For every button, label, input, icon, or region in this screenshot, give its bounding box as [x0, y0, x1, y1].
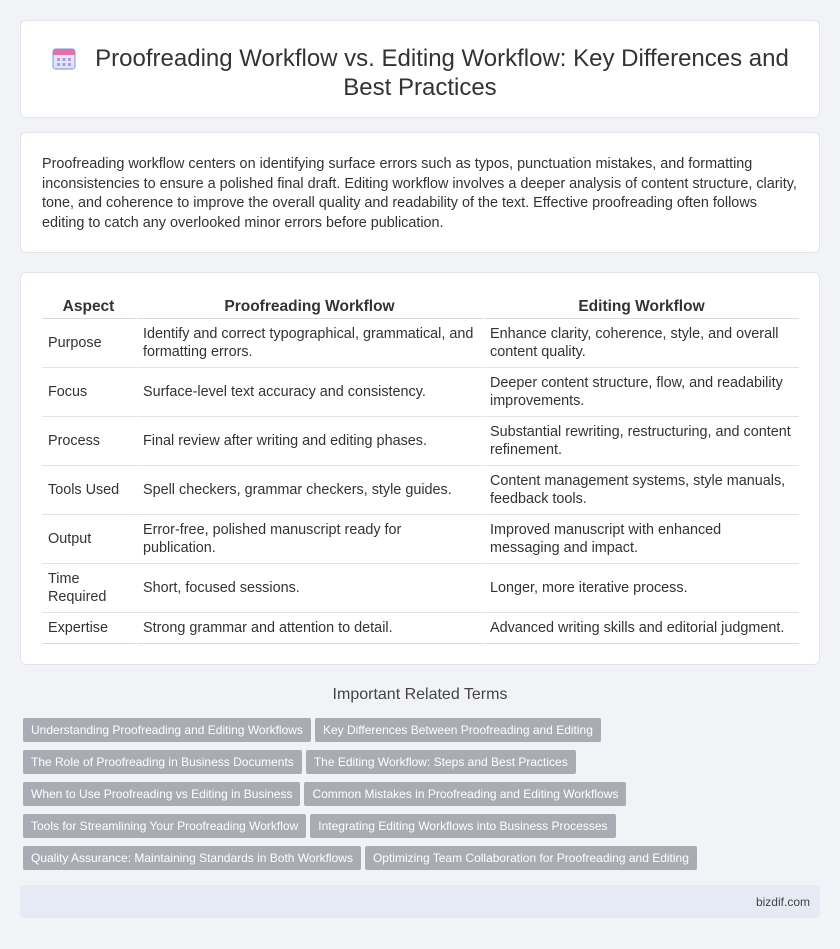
table-row: [42, 368, 799, 417]
related-tag-link[interactable]: Quality Assurance: Maintaining Standards in Both Workflows: [23, 846, 361, 870]
table-row: [42, 564, 799, 613]
related-tag-link[interactable]: Integrating Editing Workflows into Business Processes: [310, 814, 615, 838]
cell-proofreading: Final review after writing and editing phases.: [137, 417, 484, 466]
cell-editing: Longer, more iterative process.: [484, 564, 799, 613]
cell-editing: Improved manuscript with enhanced messaging and impact.: [484, 515, 799, 564]
related-tag-link[interactable]: Tools for Streamlining Your Proofreading Workflow: [23, 814, 306, 838]
title-wrap: [51, 44, 789, 102]
table-row: [42, 319, 799, 368]
related-tags: [23, 718, 813, 878]
cell-aspect: Expertise: [42, 613, 137, 644]
table-row: [42, 515, 799, 564]
comparison-table-card: [20, 272, 820, 665]
summary-text: Proofreading workflow centers on identifying surface errors such as typos, punctuation mistakes, and formatting inconsistencies to ensure a polished final draft. Editing workflow involves a deeper analysis of content structure, clarity, tone, and coherence to improve the overall quality and readability of the text. Effective proofreading often follows editing to catch any overlooked minor errors before publication.: [42, 156, 797, 231]
header-aspect: Aspect: [42, 297, 137, 319]
cell-aspect: Purpose: [42, 319, 137, 368]
tag-row: [23, 814, 813, 846]
cell-proofreading: Spell checkers, grammar checkers, style guides.: [137, 466, 484, 515]
page-title: [51, 44, 789, 102]
table-header-row: [42, 297, 799, 319]
header-proofreading: Proofreading Workflow: [137, 297, 484, 319]
cell-editing: Enhance clarity, coherence, style, and overall content quality.: [484, 319, 799, 368]
cell-editing: Content management systems, style manuals, feedback tools.: [484, 466, 799, 515]
tag-row: [23, 750, 813, 782]
related-tag-link[interactable]: Understanding Proofreading and Editing Workflows: [23, 718, 311, 742]
comparison-table: [42, 297, 799, 644]
related-tag-link[interactable]: The Editing Workflow: Steps and Best Practices: [306, 750, 576, 774]
cell-aspect: Output: [42, 515, 137, 564]
related-tag-link[interactable]: When to Use Proofreading vs Editing in Business: [23, 782, 300, 806]
tag-row: [23, 782, 813, 814]
table-row: [42, 417, 799, 466]
calendar-icon: [51, 45, 77, 71]
tag-row: [23, 846, 813, 878]
cell-aspect: Tools Used: [42, 466, 137, 515]
cell-proofreading: Error-free, polished manuscript ready for publication.: [137, 515, 484, 564]
tag-row: [23, 718, 813, 750]
related-tag-link[interactable]: Key Differences Between Proofreading and Editing: [315, 718, 601, 742]
cell-aspect: Process: [42, 417, 137, 466]
related-tag-link[interactable]: Common Mistakes in Proofreading and Editing Workflows: [304, 782, 626, 806]
related-terms-heading: Important Related Terms: [332, 686, 508, 703]
summary-card: [20, 132, 820, 253]
cell-proofreading: Identify and correct typographical, grammatical, and formatting errors.: [137, 319, 484, 368]
footer: [20, 885, 820, 918]
cell-aspect: Focus: [42, 368, 137, 417]
cell-editing: Advanced writing skills and editorial judgment.: [484, 613, 799, 644]
table-row: [42, 466, 799, 515]
header-card: [20, 20, 820, 118]
cell-aspect: Time Required: [42, 564, 137, 613]
cell-proofreading: Strong grammar and attention to detail.: [137, 613, 484, 644]
related-tag-link[interactable]: Optimizing Team Collaboration for Proofreading and Editing: [365, 846, 697, 870]
header-editing: Editing Workflow: [484, 297, 799, 319]
page-title-text: Proofreading Workflow vs. Editing Workflow: Key Differences and Best Practices: [95, 45, 789, 101]
footer-site[interactable]: bizdif.com: [755, 895, 810, 909]
related-tag-link[interactable]: The Role of Proofreading in Business Documents: [23, 750, 302, 774]
cell-editing: Substantial rewriting, restructuring, and content refinement.: [484, 417, 799, 466]
table-row: [42, 613, 799, 644]
cell-editing: Deeper content structure, flow, and readability improvements.: [484, 368, 799, 417]
cell-proofreading: Short, focused sessions.: [137, 564, 484, 613]
cell-proofreading: Surface-level text accuracy and consistency.: [137, 368, 484, 417]
